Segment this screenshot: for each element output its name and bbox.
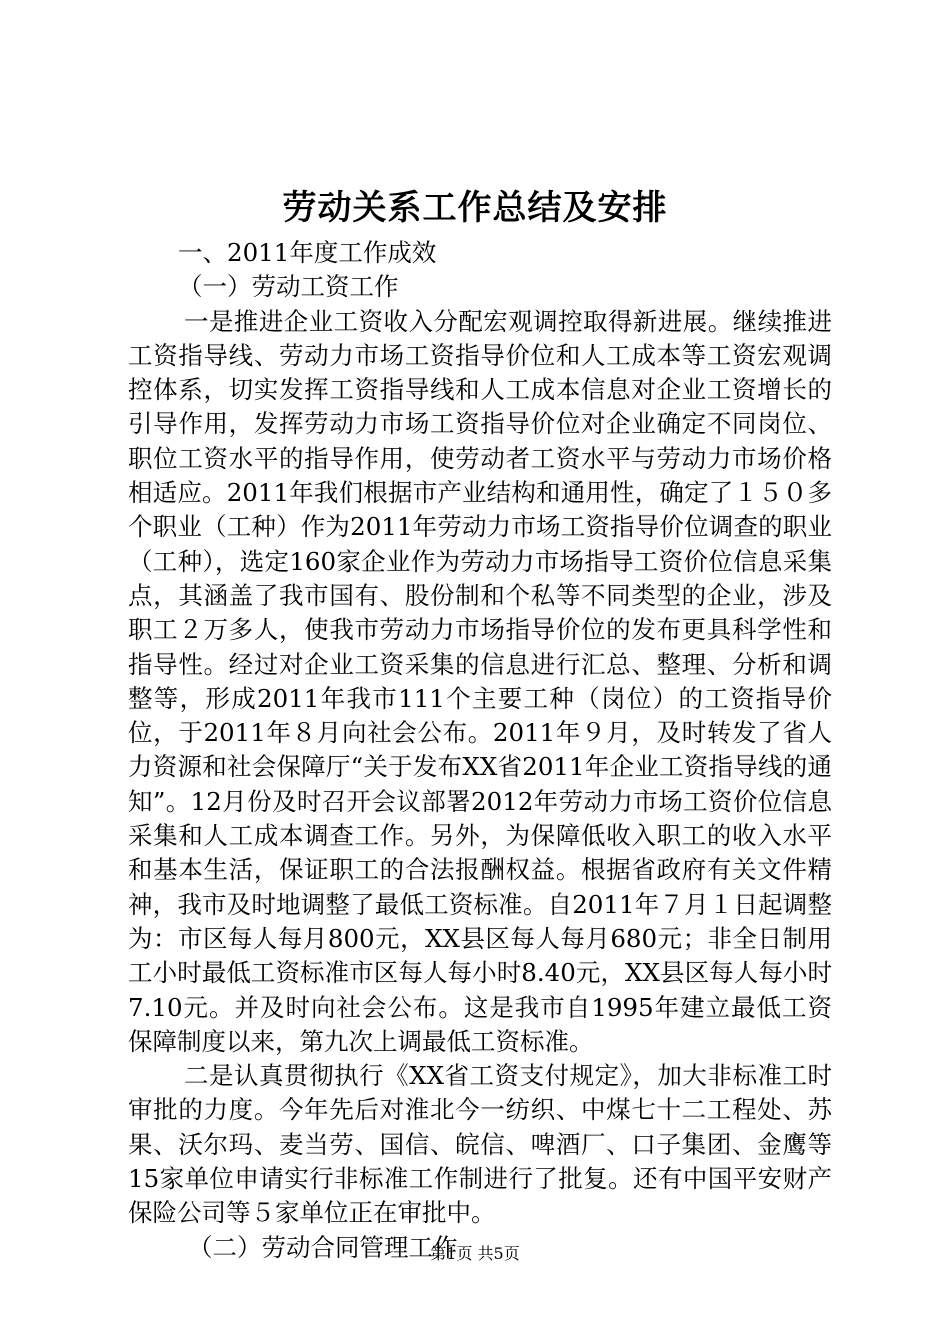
section-heading-1: 一、2011年度工作成效 (178, 238, 437, 267)
document-body (128, 236, 832, 1265)
document-title: 劳动关系工作总结及安排 (282, 188, 668, 228)
page-footer: 第1页 共5页 (430, 1244, 520, 1263)
subsection-heading-2: （二）劳动合同管理工作 (188, 1232, 458, 1262)
paragraph-wage-work: 一是推进企业工资收入分配宏观调控取得新进展。继续推进工资指导线、劳动力市场工资指导价位和人工成本等工资宏观调控体系，切实发挥工资指导线和人工成本信息对企业工资增长的引导作用，发挥劳动力市场工资指导价位对企业确定不同岗位、职位工资水平的指导作用，使劳动者工资水平与劳动力市场价格相适应。2011年我们根据市产业结构和通用性，确定了１５０多个职业（工种）作为2011年劳动力市场工资指导价位调查的职业（工种），选定160家企业作为劳动力市场指导工资价位信息采集点，其涵盖了我市国有、股份制和个私等不同类型的企业，涉及职工２万多人，使我市劳动力市场指导价位的发布更具科学性和指导性。经过对企业工资采集的信息进行汇总、整理、分析和调整等，形成2011年我市111个主要工种（岗位）的工资指导价位，于2011年８月向社会公布。2011年９月，及时转发了省人力资源和社会保障厅“关于发布XX省2011年企业工资指导线的通知”。12月份及时召开会议部署2012年劳动力市场工资价位信息采集和人工成本调查工作。另外，为保障低收入职工的收入水平和基本生活，保证职工的合法报酬权益。根据省政府有关文件精神，我市及时地调整了最低工资标准。自2011年７月１日起调整为：市区每人每月800元，XX县区每人每月680元；非全日制用工小时最低工资标准市区每人每小时8.40元，XX县区每人每小时7.10元。并及时向社会公布。这是我市自1995年建立最低工资保障制度以来，第九次上调最低工资标准。 (128, 306, 832, 1056)
subsection-heading-1: （一）劳动工资工作 (178, 272, 399, 302)
paragraph-wage-payment: 二是认真贯彻执行《XX省工资支付规定》，加大非标准工时审批的力度。今年先后对淮北今一纺织、中煤七十二工程处、苏果、沃尔玛、麦当劳、国信、皖信、啤酒厂、口子集团、金鹰等15家单位申请实行非标准工作制进行了批复。还有中国平安财产保险公司等５家单位正在审批中。 (128, 1061, 832, 1228)
